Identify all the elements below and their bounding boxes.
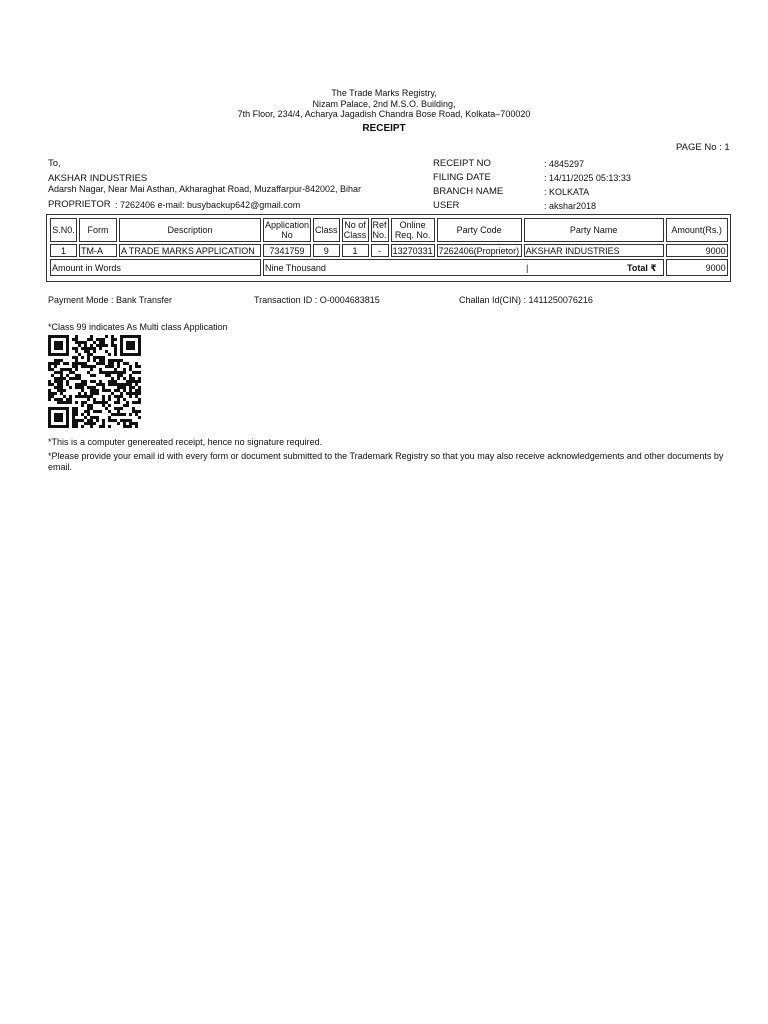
recipient-name: AKSHAR INDUSTRIES: [48, 173, 148, 184]
to-label: To,: [48, 158, 61, 169]
col-header-application-no-line1: Application: [265, 220, 310, 230]
cell-amount: 9000: [666, 244, 728, 257]
col-header-description: Description: [119, 218, 261, 242]
challan-id: Challan Id(CIN) : 1411250076216: [459, 295, 593, 305]
cell-form: TM-A: [79, 244, 117, 257]
col-header-amount: Amount(Rs.): [666, 218, 728, 242]
transaction-id: Transaction ID : O-0004683815: [254, 295, 380, 305]
page-number: PAGE No : 1: [676, 142, 730, 153]
cell-application-no: 7341759: [263, 244, 311, 257]
registry-name: The Trade Marks Registry,: [331, 88, 437, 98]
filing-date-value: : 14/11/2025 05:13:33: [544, 173, 631, 183]
col-header-application-no-line2: No: [281, 230, 293, 240]
amount-in-words-cell: [263, 259, 664, 276]
qr-code-icon: [48, 335, 141, 428]
proprietor-label: PROPRIETOR: [48, 199, 111, 210]
registry-building: Nizam Palace, 2nd M.S.O. Building,: [312, 99, 456, 109]
cell-description: A TRADE MARKS APPLICATION: [119, 244, 261, 257]
col-header-no-of-class: [342, 218, 369, 242]
col-header-form: Form: [79, 218, 117, 242]
payment-mode: Payment Mode : Bank Transfer: [48, 295, 173, 305]
amount-in-words-value: Nine Thousand: [265, 262, 326, 273]
receipt-table: [46, 214, 731, 282]
col-header-no-of-class-line1: No of: [344, 220, 366, 230]
cell-ref-no: -: [371, 244, 389, 257]
page-title: RECEIPT: [362, 123, 406, 134]
branch-name-value: : KOLKATA: [544, 187, 590, 197]
table-row: [50, 244, 728, 257]
filing-date-label: FILING DATE: [433, 172, 491, 183]
col-header-sno: S.N0.: [50, 218, 77, 242]
user-value: : akshar2018: [544, 201, 597, 211]
col-header-online-req-no: [391, 218, 435, 242]
total-label: Total ₹: [627, 263, 657, 273]
table-footer-row: [50, 259, 728, 276]
col-header-class: Class: [313, 218, 340, 242]
class-note: *Class 99 indicates As Multi class Application: [48, 322, 228, 332]
col-header-online-req-no-line1: Online: [399, 220, 426, 230]
col-header-ref-no-line2: No.: [372, 230, 387, 240]
col-header-ref-no-line1: Ref: [372, 220, 387, 230]
col-header-party-code: Party Code: [437, 218, 522, 242]
cell-party-name: AKSHAR INDUSTRIES: [524, 244, 664, 257]
cell-party-code: 7262406(Proprietor): [437, 244, 522, 257]
receipt-no-label: RECEIPT NO: [433, 158, 491, 169]
receipt-no-value: : 4845297: [544, 159, 585, 169]
cell-sno: 1: [50, 244, 77, 257]
col-header-application-no: [263, 218, 311, 242]
col-header-ref-no: [371, 218, 389, 242]
amount-in-words-label: Amount in Words: [50, 259, 261, 276]
proprietor-value: : 7262406 e-mail: busybackup642@gmail.com: [115, 200, 301, 210]
table-header-row: [50, 218, 728, 242]
branch-name-label: BRANCH NAME: [433, 186, 504, 197]
total-divider: |: [526, 263, 529, 273]
total-amount: 9000: [666, 259, 728, 276]
user-label: USER: [433, 200, 460, 211]
cell-no-of-class: 1: [342, 244, 369, 257]
registry-address: 7th Floor, 234/4, Acharya Jagadish Chandra Bose Road, Kolkata–700020: [237, 109, 531, 119]
recipient-address: Adarsh Nagar, Near Mai Asthan, Akharaghat Road, Muzaffarpur-842002, Bihar: [48, 184, 362, 194]
signature-note: *This is a computer genereated receipt, hence no signature required.: [48, 437, 323, 447]
col-header-party-name: Party Name: [524, 218, 664, 242]
cell-online-req-no: 13270331: [392, 245, 433, 256]
col-header-online-req-no-line2: Req. No.: [394, 230, 431, 240]
email-note: *Please provide your email id with every form or document submitted to the Trademark Registry so that you may also receive acknowledgements and other documents by email.: [48, 451, 724, 472]
col-header-no-of-class-line2: Class: [343, 230, 367, 240]
cell-class: 9: [313, 244, 340, 257]
